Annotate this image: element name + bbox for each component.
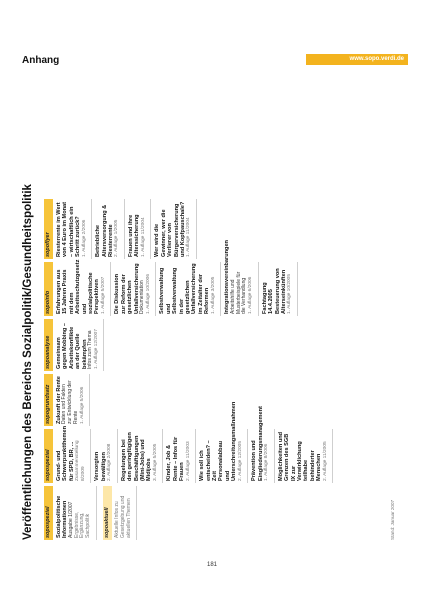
column-0 — [44, 486, 333, 540]
list-item: Versorgten bewältigen 2. Auflage 2/2008 — [91, 429, 117, 483]
column-head: sopoanalyse — [44, 319, 53, 371]
list-item: Grund- und Schwerpunktthemen für SPD, BR, ... Zusammenstellung 8/2009 — [53, 429, 91, 483]
list-item: Erfahrungen aus 15 Jahren Praxis mit dem Arbeitsschutzgesetz und sozialpolitische Perspektiven 1. Auflage 5/2007 — [53, 262, 111, 316]
column-head: sopospezial — [44, 429, 53, 483]
list-item: Wie soll ich entscheiden? – Zeit Personalabbau und Unterschreitungsmaßnahmen 2. Auflage 12/2005 — [196, 429, 248, 483]
list-item: Frauen und ihre Alterssicherung 1. Auflage 11/2004 — [125, 199, 151, 259]
list-item: Aktuelle Infos zu Gesetzgebung und aktuellen Themen — [112, 486, 137, 540]
column-2 — [44, 374, 333, 426]
list-item: Selbstverwaltung und Selbstverwaltung in der gesetzlichen Unfallversicherung im Zeitalter der Reformen 1. Auflage 3/2005 — [156, 262, 221, 316]
column-head: sopospezial — [44, 486, 53, 540]
list-item: Prävention und Eingliederungsmanagement 1. Auflage 8/2006 — [248, 429, 274, 483]
column-extra-head: sopoaktuell — [103, 486, 112, 540]
list-item: Fachtagung 14.4.2005 Besteuerung von Alterseinkünften 1. Auflage 10/2005 — [259, 262, 298, 316]
list-item: Sozialpolitische Informationen Ausgabe 1/2007 Ergebnisse, Ergänzung, Sachpolitik — [53, 486, 97, 540]
rotated-table-page — [22, 70, 408, 540]
list-item: Kinder, Job & Rente – Infos für Frauen 2. Auflage 11/2003 — [163, 429, 196, 483]
list-item: Gemeinsam gegen Mobbing – Arbeitskonflikte an der Quelle bekämpfen Infos zum Thema 1. Auflage 12/2007 — [53, 319, 104, 371]
list-item: Betriebliche Altersversorgung & Riesterrente 2. Auflage 1/2005 — [92, 199, 125, 259]
footnote: Stand: Januar 2007 — [390, 499, 395, 540]
publications-table — [44, 70, 333, 540]
list-item: Wer wird die Gewinner, wer die Verlierer von Bürgerversicherung und Kopfpauschale? 1. Auflage 11/2004 — [151, 199, 197, 259]
list-item: Regelungen bei den geringfügigen Beschäftigungen (Mini-Jobs) und Midijobs 3. Auflage 5/2005 — [118, 429, 164, 483]
list-item: Riesterrente im Wert von 4 Euro im Monat – wirtschaftlich ein Schritt zurück? 1. Auflage 2/2006 — [53, 199, 92, 259]
header-title: Anhang — [22, 55, 60, 66]
header-url[interactable]: www.sopo.verdi.de — [306, 54, 408, 65]
column-5 — [44, 199, 333, 259]
column-head: sopogrundsatz — [44, 374, 53, 426]
list-item: Integrationsvereinbarungen Arbeitshilfe und Musterbeispiele für die Verhandlung 1. Auflage 6/2006 — [221, 262, 258, 316]
list-item: Zukunft der Rente Daten und Fakten zur Entwicklung der Rente 1. Auflage 5/2006 — [53, 374, 90, 426]
section-title: Veröffentlichungen des Bereichs Sozialpolitik/Gesundheitspolitik — [22, 184, 34, 540]
column-3 — [44, 319, 333, 371]
page-number: 181 — [206, 562, 217, 568]
list-item: Möglichkeiten und Grenzen des SGB IX zur Verwirklichung teilhabe behinderter Menschen 2. Auflage 11/2005 — [275, 429, 333, 483]
column-head: sopoflyer — [44, 199, 53, 259]
column-head: sopoinfo — [44, 262, 53, 316]
list-item: Die Diskussion zur Reform der gesetzlichen Unfallversicherung Dokumentation 1. Auflage 10/2006 — [111, 262, 156, 316]
